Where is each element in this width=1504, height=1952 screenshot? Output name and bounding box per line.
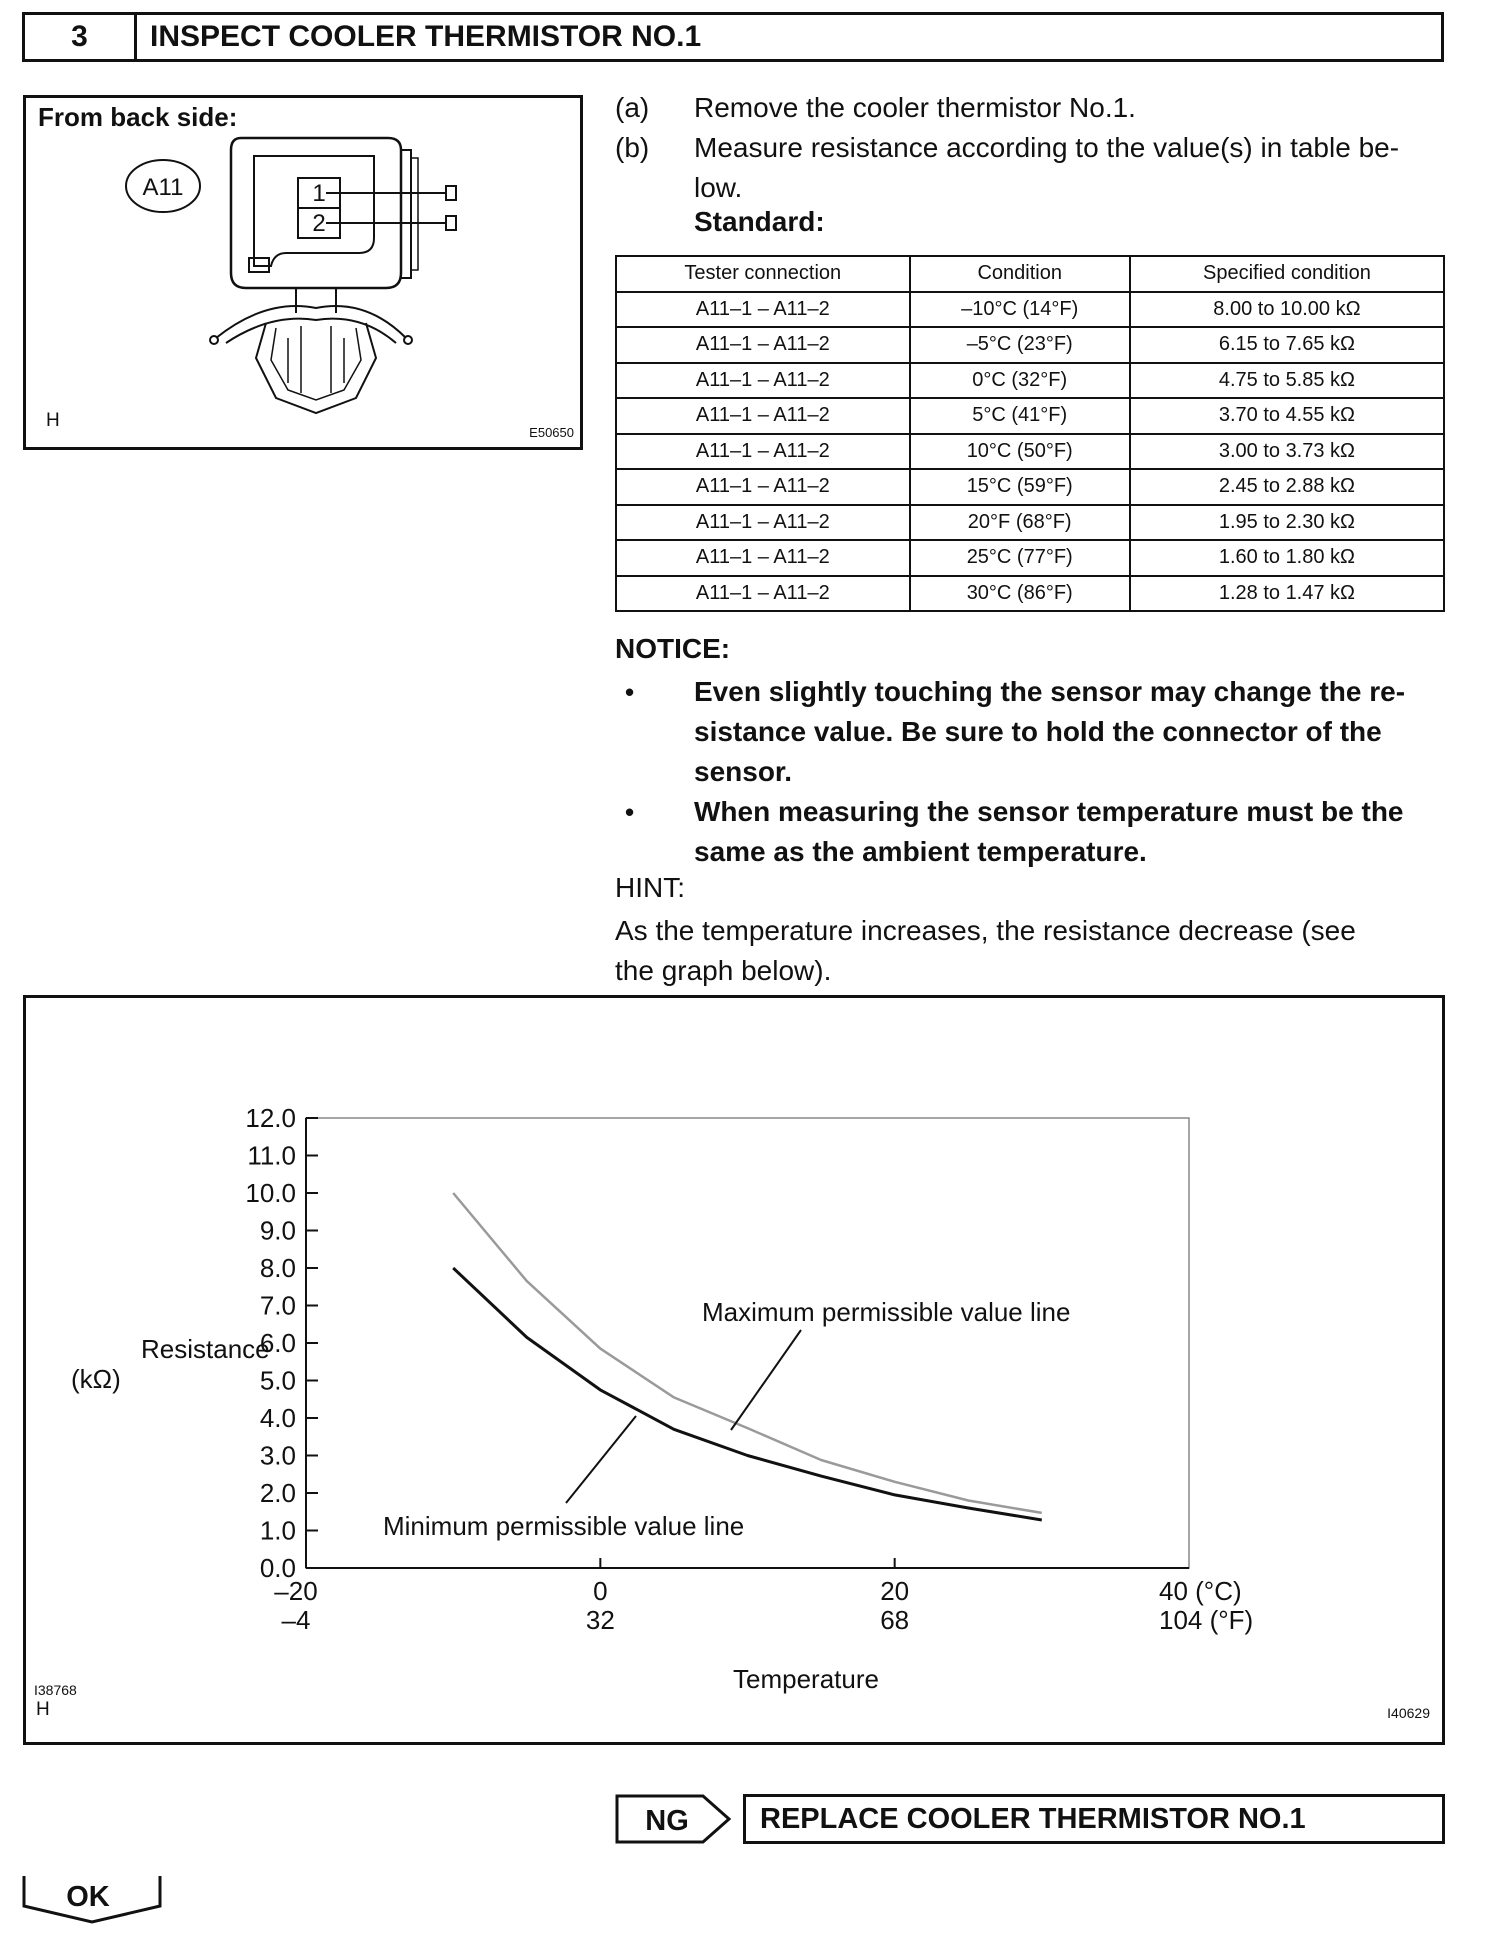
table-cell: A11–1 – A11–2	[616, 363, 910, 399]
table-cell: 6.15 to 7.65 kΩ	[1130, 327, 1444, 363]
table-header-row	[616, 256, 1444, 292]
table-cell: 15°C (59°F)	[910, 469, 1130, 505]
figure-corner-mark: H	[46, 410, 60, 431]
table-row	[616, 292, 1444, 328]
table-row	[616, 398, 1444, 434]
table-cell: 10°C (50°F)	[910, 434, 1130, 470]
notice-bullet: •	[625, 797, 635, 827]
chart-code-top: I38768	[34, 1682, 77, 1698]
x-tick-label-f: –4	[281, 1605, 311, 1635]
table-cell: 20°F (68°F)	[910, 505, 1130, 541]
resistance-graph	[23, 995, 1445, 1745]
ng-action: REPLACE COOLER THERMISTOR NO.1	[743, 1794, 1445, 1844]
ok-label: OK	[66, 1881, 110, 1913]
connector-diagram	[26, 98, 580, 447]
x-tick-label-f: 104 (°F)	[1159, 1605, 1254, 1635]
connector-rib	[401, 150, 411, 278]
x-tick-label-f: 32	[585, 1605, 615, 1635]
ok-box	[22, 1874, 162, 1924]
table-cell: 8.00 to 10.00 kΩ	[1130, 292, 1444, 328]
table-cell: 1.60 to 1.80 kΩ	[1130, 540, 1444, 576]
y-axis-label: Resistance	[141, 1334, 270, 1364]
table-cell: 3.70 to 4.55 kΩ	[1130, 398, 1444, 434]
notice-item-1-line1: Even slightly touching the sensor may change the re-	[694, 676, 1406, 707]
x-tick-label-f: 68	[880, 1605, 910, 1635]
instruction-marker-b: (b)	[615, 132, 650, 163]
max-line-label: Maximum permissible value line	[702, 1297, 1071, 1327]
min-line-label: Minimum permissible value line	[383, 1511, 745, 1541]
chart-code: I40629	[1387, 1705, 1430, 1721]
table-cell: 4.75 to 5.85 kΩ	[1130, 363, 1444, 399]
y-tick-label: 3.0	[259, 1440, 296, 1471]
table-row	[616, 327, 1444, 363]
instruction-marker-a: (a)	[615, 92, 650, 123]
notice-title: NOTICE:	[615, 633, 731, 664]
y-tick-label: 1.0	[259, 1515, 296, 1546]
lead-terminal	[446, 186, 456, 200]
min-line-leader	[566, 1416, 636, 1503]
y-tick-label: 5.0	[259, 1365, 296, 1396]
x-tick-label-c: –20	[274, 1576, 318, 1606]
y-tick-label: 11.0	[247, 1140, 296, 1171]
lead-terminal	[446, 216, 456, 230]
table-row	[616, 434, 1444, 470]
y-tick-label: 2.0	[259, 1478, 296, 1508]
instruction-b-line2: low.	[694, 172, 743, 203]
max-line-leader	[731, 1330, 801, 1430]
y-axis-unit: (kΩ)	[71, 1364, 121, 1394]
y-tick-label: 7.0	[259, 1290, 296, 1321]
notice-item-2-line1: When measuring the sensor temperature must be the	[694, 796, 1404, 827]
table-cell: A11–1 – A11–2	[616, 434, 910, 470]
y-tick-label: 9.0	[259, 1215, 296, 1246]
table-cell: A11–1 – A11–2	[616, 327, 910, 363]
table-cell: A11–1 – A11–2	[616, 398, 910, 434]
x-tick-label-c: 20	[880, 1576, 910, 1606]
table-cell: 1.28 to 1.47 kΩ	[1130, 576, 1444, 612]
y-tick-label: 0.0	[259, 1553, 296, 1583]
table-cell: A11–1 – A11–2	[616, 469, 910, 505]
standard-label: Standard:	[694, 206, 825, 237]
table-cell: A11–1 – A11–2	[616, 292, 910, 328]
spec-table	[615, 255, 1445, 612]
instruction-b-line1: Measure resistance according to the value(s) in table be-	[694, 132, 1400, 163]
table-row	[616, 505, 1444, 541]
hint-line1: As the temperature increases, the resistance decrease (see	[615, 915, 1356, 946]
ng-label: NG	[645, 1805, 689, 1837]
y-tick-label: 8.0	[259, 1253, 296, 1283]
table-cell: A11–1 – A11–2	[616, 505, 910, 541]
table-cell: A11–1 – A11–2	[616, 576, 910, 612]
figure-code: E50650	[529, 425, 574, 440]
step-title: INSPECT COOLER THERMISTOR NO.1	[150, 20, 702, 53]
hint-title: HINT:	[615, 872, 685, 903]
table-row	[616, 469, 1444, 505]
y-tick-label: 4.0	[259, 1403, 296, 1433]
terminal-1: 1	[312, 180, 326, 207]
x-tick-label-c: 0	[593, 1576, 608, 1606]
chart-canvas	[26, 998, 1442, 1742]
table-cell: A11–1 – A11–2	[616, 540, 910, 576]
table-cell: 0°C (32°F)	[910, 363, 1130, 399]
table-cell: –5°C (23°F)	[910, 327, 1130, 363]
connector-id: A11	[142, 174, 184, 201]
notice-item-1-line3: sensor.	[694, 756, 793, 787]
table-row	[616, 540, 1444, 576]
connector-figure	[23, 95, 583, 450]
table-cell: 25°C (77°F)	[910, 540, 1130, 576]
max-permissible-line	[453, 1193, 1042, 1513]
table-row	[616, 576, 1444, 612]
table-cell: 5°C (41°F)	[910, 398, 1130, 434]
instruction-a: Remove the cooler thermistor No.1.	[694, 92, 1136, 123]
step-header	[22, 12, 1444, 62]
notice-bullet: •	[625, 677, 635, 707]
x-axis-label: Temperature	[733, 1664, 879, 1694]
table-cell: –10°C (14°F)	[910, 292, 1130, 328]
table-header: Tester connection	[616, 256, 910, 292]
connector-rib	[411, 158, 418, 270]
y-tick-label: 10.0	[245, 1178, 296, 1208]
table-row	[616, 363, 1444, 399]
table-cell: 3.00 to 3.73 kΩ	[1130, 434, 1444, 470]
hint-line2: the graph below).	[615, 955, 832, 986]
plot-frame	[306, 1118, 1189, 1568]
table-cell: 2.45 to 2.88 kΩ	[1130, 469, 1444, 505]
x-tick-label-c: 40 (°C)	[1159, 1576, 1242, 1606]
table-header: Specified condition	[1130, 256, 1444, 292]
ng-box	[615, 1794, 732, 1844]
y-tick-label: 12.0	[245, 1103, 296, 1133]
notice-item-1-line2: sistance value. Be sure to hold the connector of the	[694, 716, 1382, 747]
table-cell: 30°C (86°F)	[910, 576, 1130, 612]
terminal-2: 2	[312, 210, 326, 237]
table-header: Condition	[910, 256, 1130, 292]
figure-label: From back side:	[38, 102, 238, 132]
y-tick-label: 6.0	[259, 1328, 296, 1358]
table-cell: 1.95 to 2.30 kΩ	[1130, 505, 1444, 541]
chart-corner-mark: H	[36, 1699, 50, 1720]
step-number: 3	[25, 15, 137, 59]
notice-item-2-line2: same as the ambient temperature.	[694, 836, 1147, 867]
